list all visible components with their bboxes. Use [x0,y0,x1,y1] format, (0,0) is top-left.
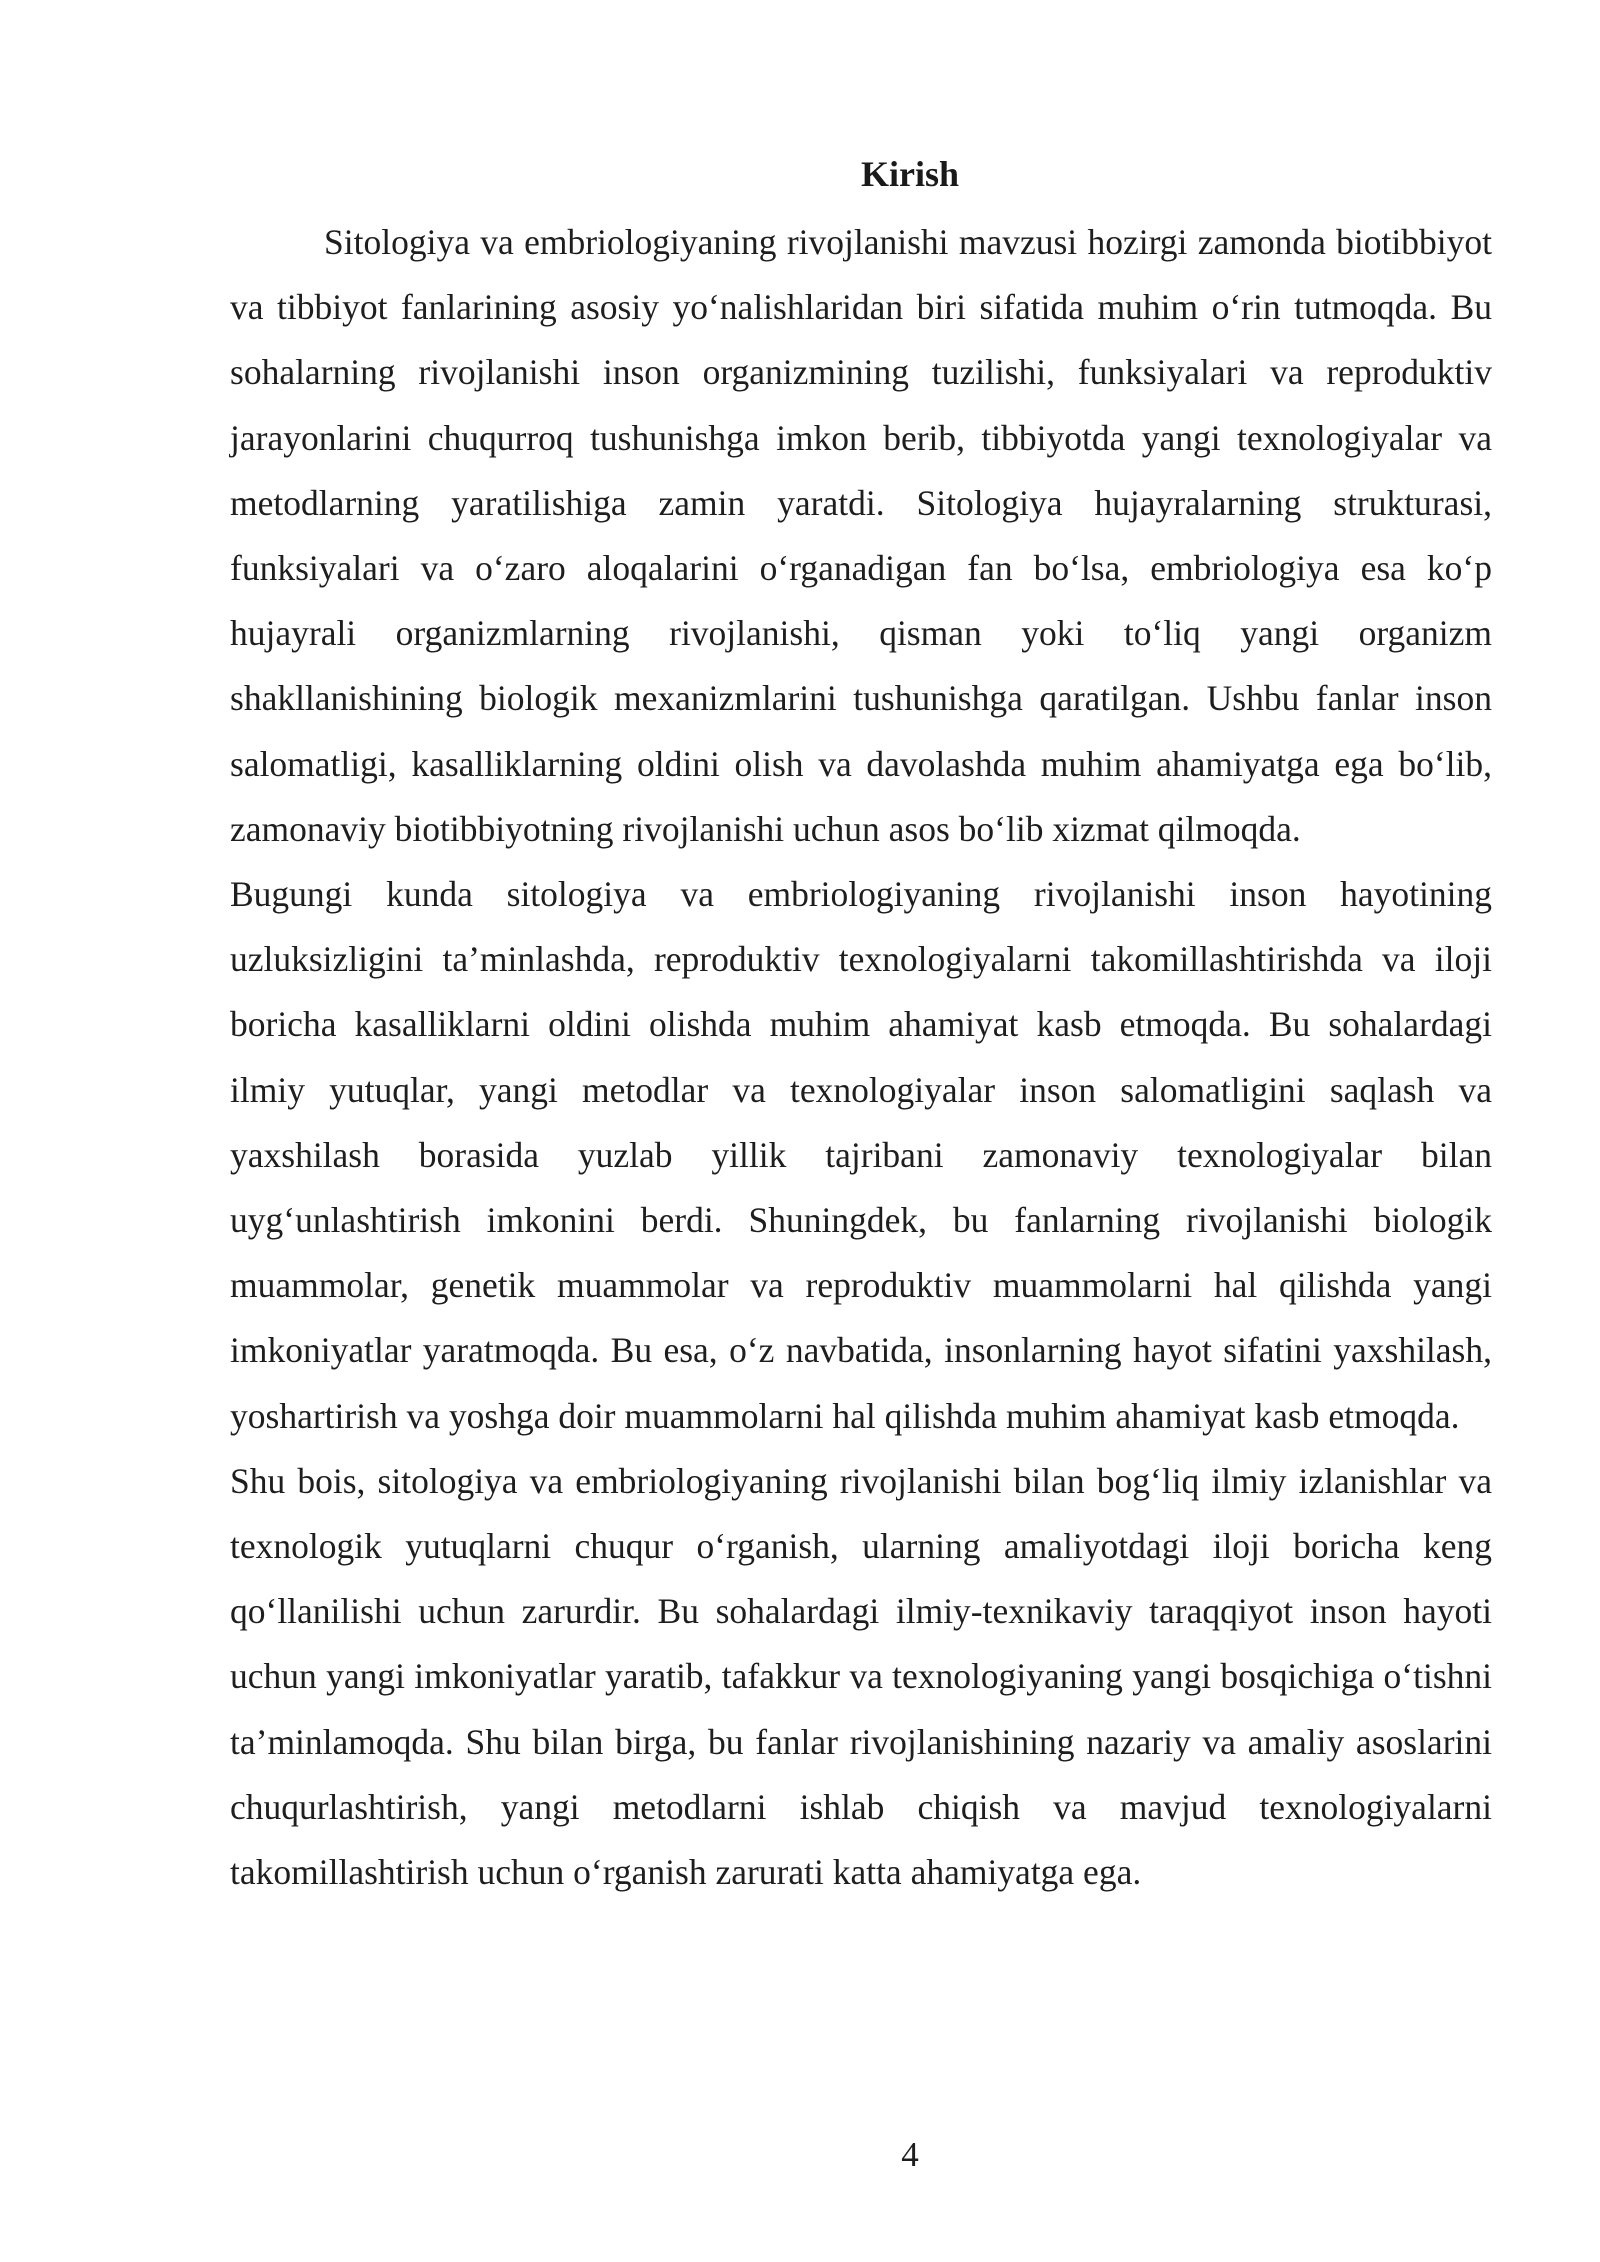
paragraph-intro: Sitologiya va embriologiyaning rivojlanishi mavzusi hozirgi zamonda biotibbiyot va tibbiyot fanlarining asosiy yo‘nalishlaridan biri sifatida muhim o‘rin tutmoqda. Bu sohalarning rivojlanishi inson organizmining tuzilishi, funksiyalari va reproduktiv jarayonlarini chuqurroq tushunishga imkon berib, tibbiyotda yangi texnologiyalar va metodlarning yaratilishiga zamin yaratdi. Sitologiya hujayralarning strukturasi, funksiyalari va o‘zaro aloqalarini o‘rganadigan fan bo‘lsa, embriologiya esa ko‘p hujayrali organizmlarning rivojlanishi, qisman yoki to‘liq yangi organizm shakllanishining biologik mexanizmlarini tushunishga qaratilgan. Ushbu fanlar inson salomatligi, kasalliklarning oldini olish va davolashda muhim ahamiyatga ega bo‘lib, zamonaviy biotibbiyotning rivojlanishi uchun asos bo‘lib xizmat qilmoqda. [230,222,1492,849]
section-heading: Kirish [860,154,959,194]
body-text [230,210,1492,1905]
paragraph-conclusion: Shu bois, sitologiya va embriologiyaning rivojlanishi bilan bog‘liq ilmiy izlanishlar va texnologik yutuqlarni chuqur o‘rganish, ularning amaliyotdagi iloji boricha keng qo‘llanilishi uchun zarurdir. Bu sohalardagi ilmiy-texnikaviy taraqqiyot inson hayoti uchun yangi imkoniyatlar yaratib, tafakkur va texnologiyaning yangi bosqichiga o‘tishni ta’minlamoqda. Shu bilan birga, bu fanlar rivojlanishining nazariy va amaliy asoslarini chuqurlashtirish, yangi metodlarni ishlab chiqish va mavjud texnologiyalarni takomillashtirish uchun o‘rganish zarurati katta ahamiyatga ega. [230,1460,1492,1893]
page-number: 4 [901,2135,919,2174]
paragraph-today: Bugungi kunda sitologiya va embriologiyaning rivojlanishi inson hayotining uzluksizligini ta’minlashda, reproduktiv texnologiyalarni takomillashtirishda va iloji boricha kasalliklarni oldini olishda muhim ahamiyat kasb etmoqda. Bu sohalardagi ilmiy yutuqlar, yangi metodlar va texnologiyalar inson salomatligini saqlash va yaxshilash borasida yuzlab yillik tajribani zamonaviy texnologiyalar bilan uyg‘unlashtirish imkonini berdi. Shuningdek, bu fanlarning rivojlanishi biologik muammolar, genetik muammolar va reproduktiv muammolarni hal qilishda yangi imkoniyatlar yaratmoqda. Bu esa, o‘z navbatida, insonlarning hayot sifatini yaxshilash, yoshartirish va yoshga doir muammolarni hal qilishda muhim ahamiyat kasb etmoqda. [230,874,1492,1436]
